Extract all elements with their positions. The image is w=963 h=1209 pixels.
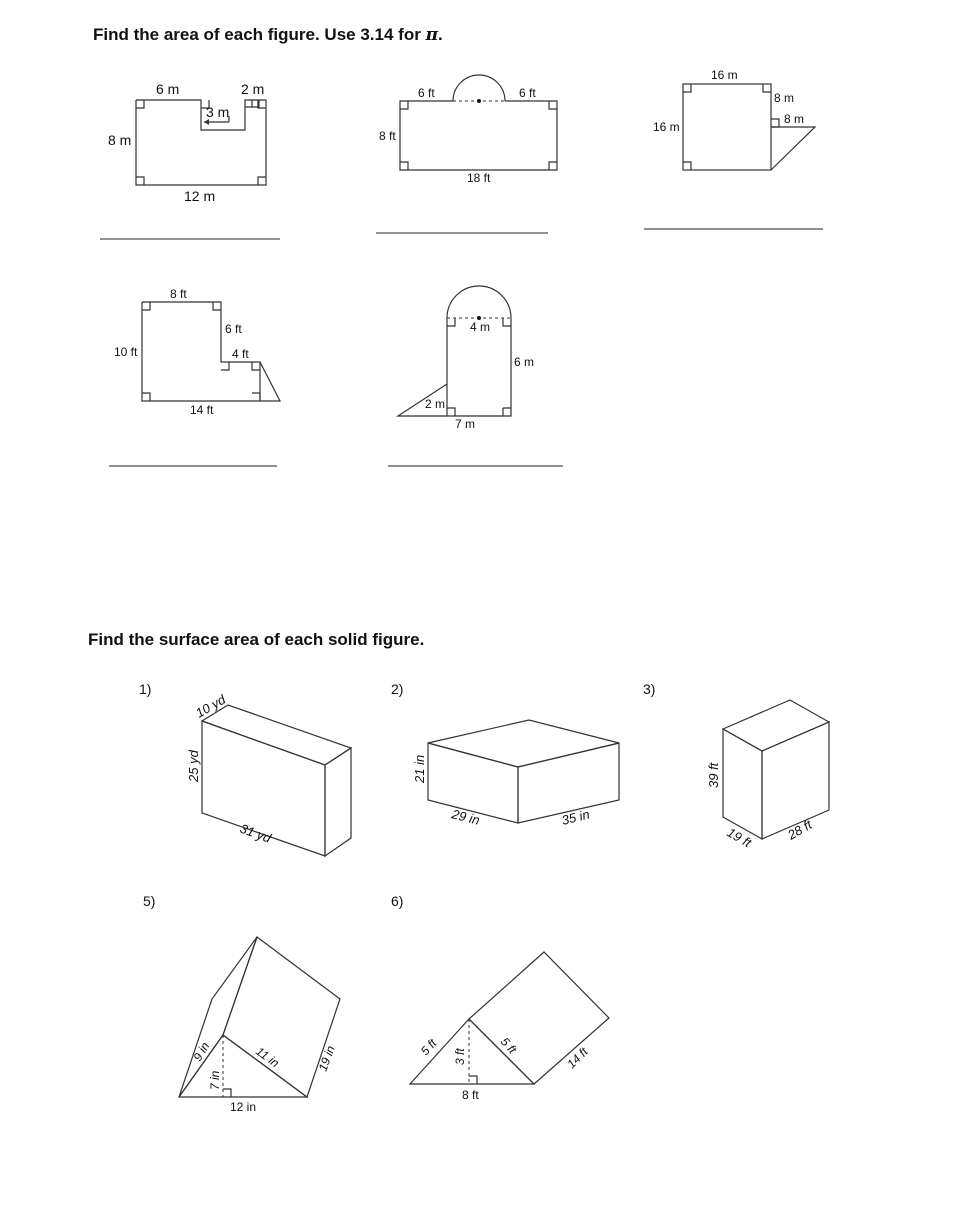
fig5-bottom-label: 7 m [455,417,476,431]
fig4-left-label: 10 ft [114,345,138,359]
problem-number-6: 6) [391,893,404,909]
fig3-right-upper-label: 8 m [774,91,795,105]
area-figure-1 [108,81,266,204]
solid-figure-3 [706,700,829,851]
area-figure-4 [114,287,280,417]
area-figure-3 [653,68,815,170]
solid-figure-2 [412,720,619,828]
solid2-length-label: 35 in [560,806,592,828]
fig2-top-left-label: 6 ft [418,86,435,100]
fig3-top-label: 16 m [711,68,738,82]
fig1-inner-label: 3 m [206,104,230,120]
area-instruction-end: . [438,25,443,44]
fig4-bottom-label: 14 ft [190,403,214,417]
solid5-length-label: 19 in [315,1043,338,1074]
solid3-height-label: 39 ft [706,762,721,788]
fig2-bottom-label: 18 ft [467,171,491,185]
solid6-length-label: 14 ft [564,1044,591,1072]
solid2-height-label: 21 in [412,754,427,783]
solid1-height-label: 25 yd [186,750,201,782]
solid3-length-label: 28 ft [785,816,815,843]
solid1-depth-label: 10 yd [193,691,229,721]
solid6-left-label: 5 ft [417,1036,440,1059]
solid5-height-label: 7 in [208,1070,222,1090]
fig4-top-label: 8 ft [170,287,187,301]
problem-number-1: 1) [139,681,152,697]
area-instruction-text: Find the area of each figure. Use 3.14 for [93,25,421,44]
fig2-top-right-label: 6 ft [519,86,536,100]
solid-figure-6 [410,952,609,1102]
area-figure-5 [398,286,534,431]
fig2-left-label: 8 ft [379,129,396,143]
fig3-triangle-label: 8 m [784,112,805,126]
fig1-left-label: 8 m [108,132,132,148]
solid3-width-label: 19 ft [724,824,754,851]
problem-number-3: 3) [643,681,656,697]
solid5-slant-label: 9 in [190,1039,213,1064]
fig4-step-horizontal-label: 4 ft [232,347,249,361]
fig5-diameter-label: 4 m [470,320,491,334]
solid5-side-label: 11 in [253,1044,282,1071]
solid6-base-label: 8 ft [462,1088,479,1102]
fig5-right-label: 6 m [514,355,535,369]
problem-number-5: 5) [143,893,156,909]
pi-symbol: π [425,25,439,45]
solid2-width-label: 29 in [450,806,482,828]
fig1-top-left-label: 6 m [156,81,180,97]
fig1-top-right-label: 2 m [241,81,265,97]
fig3-left-label: 16 m [653,120,680,134]
solid5-base-label: 12 in [230,1100,257,1114]
solid6-height-label: 3 ft [453,1048,467,1065]
surface-instruction: Find the surface area of each solid figure. [88,630,425,649]
solid1-length-label: 31 yd [237,820,273,846]
solid6-right-label: 5 ft [497,1034,520,1057]
fig4-step-vertical-label: 6 ft [225,322,242,336]
fig1-bottom-label: 12 m [184,188,216,204]
solid-figure-5 [179,937,340,1114]
area-figure-2 [379,75,557,185]
problem-number-2: 2) [391,681,404,697]
fig5-triangle-height-label: 2 m [425,397,446,411]
solid-figure-1 [186,691,351,856]
